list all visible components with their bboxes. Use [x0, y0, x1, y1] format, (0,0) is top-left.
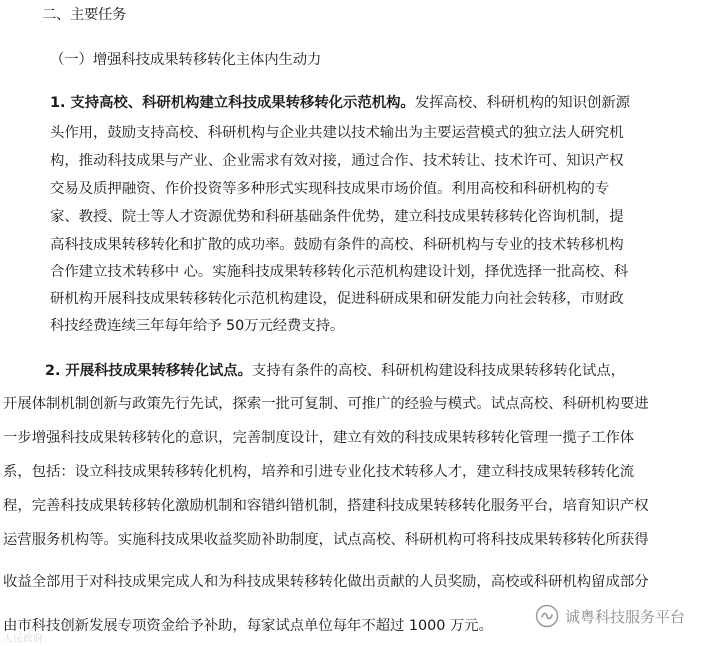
item2-line: 由市科技创新发展专项资金给予补助，每家试点单位每年不超过 1000 万元。: [3, 618, 493, 634]
watermark-text: 诚粤科技服务平台: [565, 607, 686, 626]
item1-line: 研机构开展科技成果转移转化示范机构建设，促进科研成果和研发能力向社会转移，市财政: [50, 291, 624, 307]
channel-watermark: [535, 604, 685, 628]
item1-line: 头作用，鼓励支持高校、科研机构与企业共建以技术输出为主要运营模式的独立法人研究机: [50, 125, 624, 141]
item2-line: 收益全部用于对科技成果完成人和为科技成果转移转化做出贡献的人员奖励，高校或科研机构留成部分: [3, 574, 649, 590]
item2-line: 运营服务机构等。实施科技成果收益奖励补助制度，试点高校、科研机构可将科技成果转移转化所获得: [3, 532, 649, 548]
item2-line: 一步增强科技成果转移转化的意识，完善制度设计，建立有效的科技成果转移转化管理一揽子工作体: [3, 430, 635, 446]
item2-line: 开展体制机制创新与政策先行先试，探索一批可复制、可推广的经验与模式。试点高校、科研机构要进: [3, 396, 649, 412]
item1-line: 合作建立技术转移中 心。实施科技成果转移转化示范机构建设计划，择优选择一批高校、科: [50, 264, 629, 280]
corner-watermark: 人民政府: [3, 634, 43, 645]
subsection-heading: （一）增强科技成果转移转化主体内生动力: [50, 52, 322, 68]
wechat-channel-icon: [535, 604, 559, 628]
item2-first-line: [45, 361, 725, 381]
item1-line: 构，推动科技成果与产业、企业需求有效对接，通过合作、技术转让、技术许可、知识产权: [50, 153, 624, 169]
item2-title: 2. 开展科技成果转移转化试点。: [45, 363, 252, 379]
item1-first-line: [50, 93, 725, 113]
section-heading: 二、主要任务: [42, 7, 126, 23]
item1-line: 发挥高校、科研机构的知识创新源: [414, 95, 631, 111]
item1-line: 家、教授、院士等人才资源优势和科研基础条件优势，建立科技成果转移转化咨询机制，提: [50, 209, 624, 225]
item1-line: 高科技成果转移转化和扩散的成功率。鼓励有条件的高校、科研机构与专业的技术转移机构: [50, 237, 624, 253]
item1-line: 科技经费连续三年每年给予 50万元经费支持。: [50, 318, 345, 334]
item1-title: 1. 支持高校、科研机构建立科技成果转移转化示范机构。: [50, 95, 415, 111]
item2-line: 支持有条件的高校、科研机构建设科技成果转移转化试点，: [251, 363, 626, 379]
item2-line: 系，包括：设立科技成果转移转化机构，培养和引进专业化技术转移人才，建立科技成果转移转化流: [3, 464, 635, 480]
item1-line: 交易及质押融资、作价投资等多种形式实现科技成果市场价值。利用高校和科研机构的专: [50, 181, 610, 197]
item2-line: 程，完善科技成果转移转化激励机制和容错纠错机制，搭建科技成果转移转化服务平台，培育知识产权: [3, 498, 649, 514]
